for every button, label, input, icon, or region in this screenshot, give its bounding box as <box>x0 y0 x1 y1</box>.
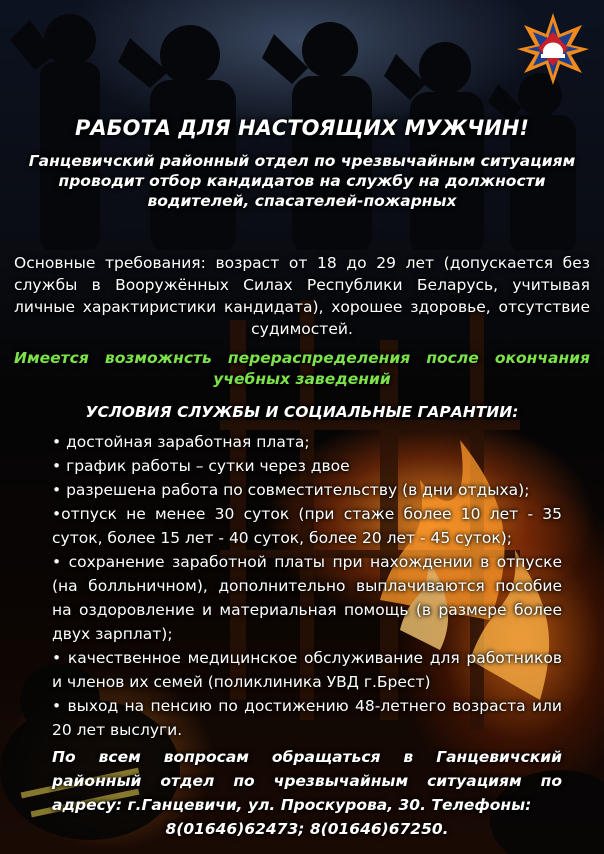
redistribution-note: Имеется возможнсть перераспределения после окончания учебных заведений <box>14 349 590 388</box>
list-item: • качественное медицинское обслуживание для работников и членов их семей (поликлиника УВД г.Брест) <box>52 649 562 691</box>
list-item: • достойная заработная плата; <box>52 433 310 451</box>
contact-phones: 8(01646)62473; 8(01646)67250. <box>165 820 449 838</box>
contact-text: По всем вопросам обращаться в Ганцевичский районный отдел по чрезвычайным ситуациям по адресу: г.Ганцевичи, ул. Проскурова, 30. Телефоны: <box>52 748 562 814</box>
list-item: • график работы – сутки через двое <box>52 457 350 475</box>
list-item: •отпуск не менее 30 суток (при стаже более 10 лет - 35 суток, более 15 лет - 40 суток, более 20 лет - 45 суток); <box>52 505 562 547</box>
list-item: • выход на пенсию по достижению 48-летнего возраста или 20 лет выслуги. <box>52 697 562 739</box>
conditions-title: УСЛОВИЯ СЛУЖБЫ И СОЦИАЛЬНЫЕ ГАРАНТИИ: <box>85 403 519 421</box>
contact-info <box>52 745 562 841</box>
list-item: • сохранение заработной платы при нахождении в отпуске (на болльничном), дополнительно выплачиваются пособие на оздоровление и материальная помощь (в размере более двух зарплат); <box>52 553 562 643</box>
list-item: • разрешена работа по совместительству (в дни отдыха); <box>52 481 530 499</box>
requirements-text: Основные требования: возраст от 18 до 29 лет (допускается без службы в Вооружённых Силах Республики Беларусь, учитывая личные характиристики кандидата), хорошее здоровье, отсутствие судимостей. <box>14 254 590 338</box>
intro-text: Ганцевичский районный отдел по чрезвычайным ситуациям проводит отбор кандидатов на службу на должности водителей, спасателей-пожарных <box>28 152 576 210</box>
mchs-emblem-icon <box>516 12 590 86</box>
conditions-list <box>52 430 562 742</box>
headline: РАБОТА ДЛЯ НАСТОЯЩИХ МУЖЧИН! <box>74 116 529 140</box>
